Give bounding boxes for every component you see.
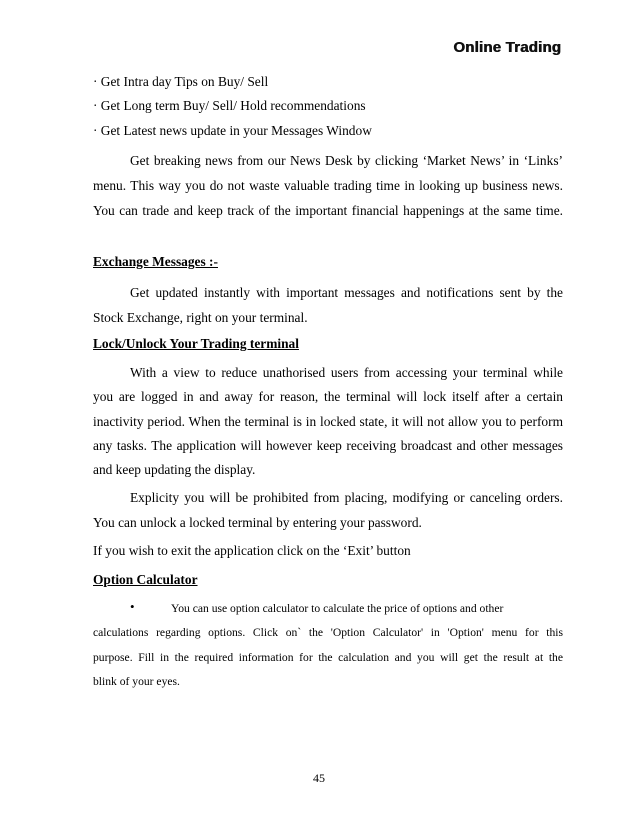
lock-p2-line-2: You can unlock a locked terminal by entering your password. (93, 515, 422, 530)
lock-line-3: inactivity period. When the terminal is in locked state, it will not allow you to perform (93, 414, 563, 429)
lock-line-1: With a view to reduce unathorised users from accessing your terminal while (130, 365, 563, 380)
option-heading: Option Calculator (93, 572, 198, 587)
option-line-1: You can use option calculator to calculate the price of options and other (171, 602, 504, 615)
news-line-2: menu. This way you do not waste valuable trading time in looking up business news. (93, 178, 563, 193)
page-number: 45 (313, 771, 325, 785)
option-line-4: blink of your eyes. (93, 675, 180, 688)
lock-p2-line-1: Explicity you will be prohibited from placing, modifying or canceling orders. (130, 490, 563, 505)
lock-line-4: any tasks. The application will however keep receiving broadcast and other messages (93, 438, 563, 453)
exit-line: If you wish to exit the application click on the ‘Exit’ button (93, 543, 411, 558)
tip-intraday: · Get Intra day Tips on Buy/ Sell (93, 74, 269, 89)
bullet-icon: • (130, 599, 135, 614)
running-header: Online Trading (453, 39, 561, 56)
exchange-heading: Exchange Messages :- (93, 254, 218, 269)
lock-line-2: you are logged in and away for reason, the terminal will lock itself after a certain (93, 389, 563, 404)
option-line-3: purpose. Fill in the required information for the calculation and you will get the result at the (93, 651, 563, 664)
news-line-1: Get breaking news from our News Desk by clicking ‘Market News’ in ‘Links’ (130, 153, 563, 168)
lock-heading: Lock/Unlock Your Trading terminal (93, 336, 299, 351)
exchange-line-1: Get updated instantly with important messages and notifications sent by the (130, 285, 563, 300)
news-line-3: You can trade and keep track of the important financial happenings at the same time. (93, 203, 563, 218)
exchange-line-2: Stock Exchange, right on your terminal. (93, 310, 308, 325)
option-line-2: calculations regarding options. Click on` the 'Option Calculator' in 'Option' menu for this (93, 626, 563, 639)
lock-line-5: and keep updating the display. (93, 462, 256, 477)
tip-long-term: · Get Long term Buy/ Sell/ Hold recommendations (93, 98, 366, 113)
tip-news: · Get Latest news update in your Messages Window (93, 123, 372, 138)
